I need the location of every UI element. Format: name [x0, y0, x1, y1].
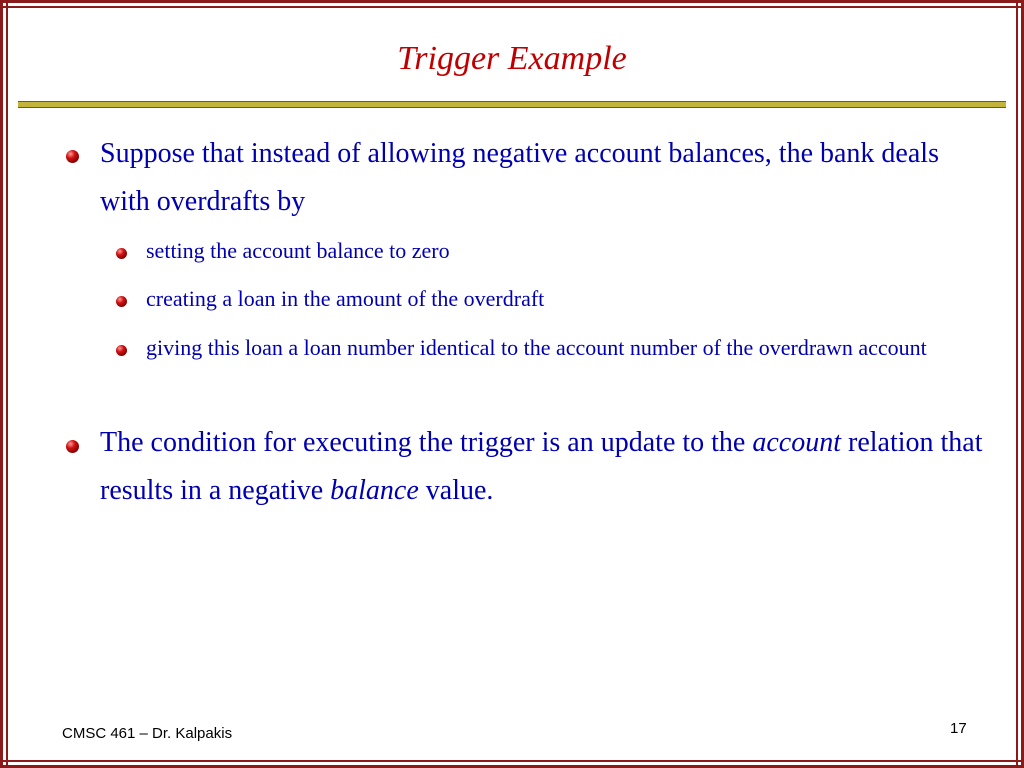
bullet-icon [66, 440, 79, 453]
sub-bullet-text: setting the account balance to zero [146, 238, 450, 263]
italic-term-account: account [752, 427, 841, 458]
sub-bullet-icon [116, 248, 127, 259]
text-run: relation that results in a negative [100, 427, 983, 506]
slide-title: Trigger Example [397, 40, 627, 77]
sub-bullet-icon [116, 296, 127, 307]
italic-term-balance: balance [330, 475, 419, 506]
frame-left-outer [0, 0, 3, 768]
frame-left-inner [6, 0, 8, 768]
frame-top-outer [0, 0, 1024, 3]
bullet-text: Suppose that instead of allowing negative account balances, the bank deals with overdrafts by [100, 138, 939, 217]
text-run: The condition for executing the trigger is an update to the [100, 427, 753, 458]
footer-course: CMSC 461 – Dr. Kalpakis [62, 725, 233, 742]
frame-top-inner [0, 6, 1024, 8]
sub-bullet-icon [116, 345, 127, 356]
text-run: value. [418, 475, 494, 506]
frame-bottom-inner [0, 760, 1024, 762]
bullet-icon [66, 150, 79, 163]
title-divider [18, 101, 1006, 108]
bullet-text-condition [100, 419, 990, 515]
sub-bullet-text: giving this loan a loan number identical to the account number of the overdrawn account [146, 335, 927, 360]
frame-right-inner [1016, 0, 1018, 768]
sub-bullet-text: creating a loan in the amount of the overdraft [146, 286, 545, 311]
page-number: 17 [950, 720, 967, 737]
